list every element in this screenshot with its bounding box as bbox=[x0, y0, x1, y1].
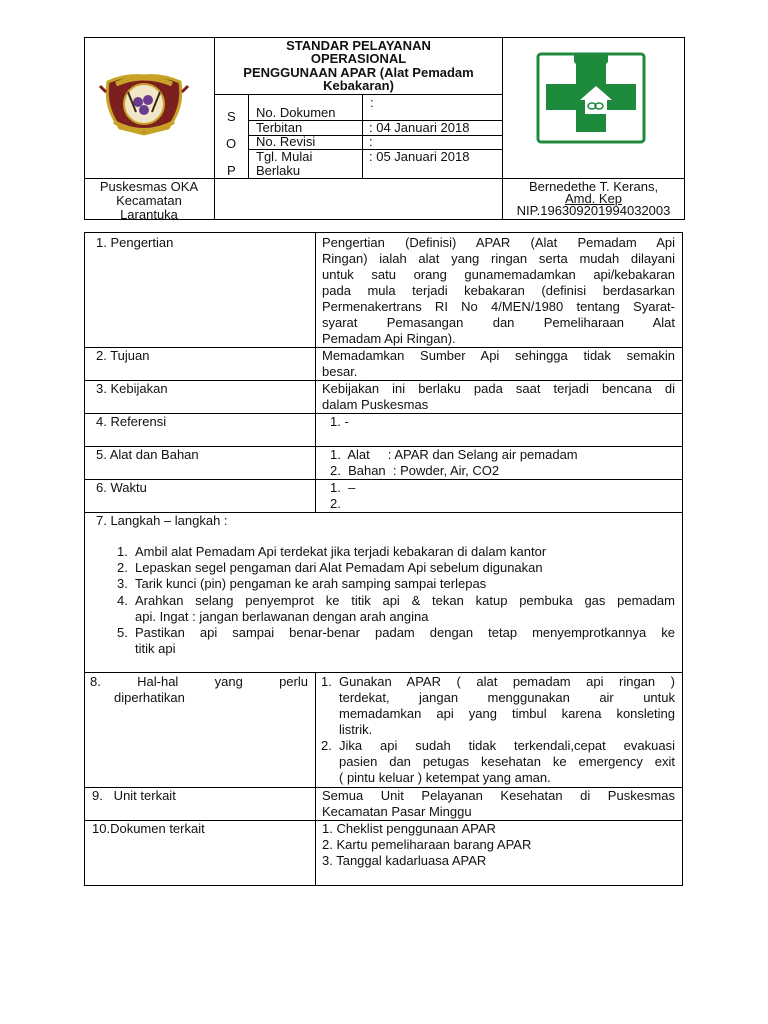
alat-bahan-item: 2. Bahan : Powder, Air, CO2 bbox=[330, 463, 500, 478]
section-label-unit-terkait: 9. Unit terkait bbox=[92, 788, 176, 803]
step-number: 4. bbox=[117, 593, 128, 608]
doc-value-terbitan: : 04 Januari 2018 bbox=[369, 120, 470, 135]
step-text: Pastikan api sampai benar-benar padam dengan tetap menyemprotkannya ke bbox=[135, 625, 675, 640]
pengertian-text-line: pada mula terjadi kebakaran (definisi berdasarkan bbox=[322, 283, 675, 298]
hal-item-text: listrik. bbox=[339, 722, 373, 737]
divider bbox=[214, 94, 502, 95]
section-label-dokumen-terkait: 10.Dokumen terkait bbox=[92, 821, 205, 836]
hal-item-text: Jika api sudah tidak terkendali,cepat evakuasi bbox=[339, 738, 675, 753]
pengertian-text-line: Pengertian (Definisi) APAR (Alat Pemadam Api bbox=[322, 235, 675, 250]
section-label-langkah: 7. Langkah – langkah : bbox=[96, 513, 228, 528]
sop-letter: P bbox=[227, 163, 236, 178]
divider bbox=[84, 479, 683, 480]
dokumen-item: 2. Kartu pemeliharaan barang APAR bbox=[322, 837, 532, 852]
section-label-waktu: 6. Waktu bbox=[96, 480, 147, 495]
hal-item-text: Gunakan APAR ( alat pemadam api ringan ) bbox=[339, 674, 675, 689]
doc-label-tgl-mulai: Tgl. Mulai bbox=[256, 149, 313, 164]
section-label-alat-bahan: 5. Alat dan Bahan bbox=[96, 447, 199, 462]
kabupaten-emblem-logo bbox=[98, 62, 190, 140]
pengertian-text-line: Ringan) ialah alat yang ringan serta mudah dilayani bbox=[322, 251, 675, 266]
doc-value-no-revisi: : bbox=[369, 134, 373, 149]
signer-name: Bernedethe T. Kerans, bbox=[528, 179, 659, 194]
divider bbox=[248, 94, 249, 178]
alat-bahan-item: 1. Alat : APAR dan Selang air pemadam bbox=[330, 447, 578, 462]
sop-title-line: OPERASIONAL bbox=[310, 51, 407, 66]
step-text: Arahkan selang penyemprot ke titik api & tekan katup pembuka gas pemadam bbox=[135, 593, 675, 608]
signer-nip: NIP.196309201994032003 bbox=[516, 203, 671, 218]
doc-label-no-revisi: No. Revisi bbox=[256, 134, 316, 149]
doc-label-terbitan: Terbitan bbox=[256, 120, 303, 135]
hal-item-text: pasien dan petugas kesehatan ke emergency exit bbox=[339, 754, 675, 769]
kebijakan-text-line: dalam Puskesmas bbox=[322, 397, 429, 412]
unit-terkait-text-line: Semua Unit Pelayanan Kesehatan di Puskesmas bbox=[322, 788, 675, 803]
puskesmas-cross-logo bbox=[536, 52, 646, 144]
doc-value-tgl-mulai: : 05 Januari 2018 bbox=[369, 149, 470, 164]
org-name-line: Kecamatan bbox=[116, 193, 182, 208]
step-text: Ambil alat Pemadam Api terdekat jika terjadi kebakaran di dalam kantor bbox=[135, 544, 547, 559]
hal-item-number: 2. bbox=[321, 738, 332, 753]
divider bbox=[84, 672, 683, 673]
step-number: 5. bbox=[117, 625, 128, 640]
step-text: titik api bbox=[135, 641, 176, 656]
unit-terkait-text-line: Kecamatan Pasar Minggu bbox=[322, 804, 472, 819]
signer-title: Amd. Kep bbox=[564, 191, 623, 206]
pengertian-text-line: Pemadam Api Ringan). bbox=[322, 331, 456, 346]
step-text: Lepaskan segel pengaman dari Alat Pemadam Api sebelum digunakan bbox=[135, 560, 543, 575]
divider bbox=[315, 232, 316, 512]
hal-item-text: memadamkan api yang timbul karena konsleting bbox=[339, 706, 675, 721]
divider bbox=[362, 94, 363, 178]
doc-label-no-dokumen: No. Dokumen bbox=[256, 105, 336, 120]
referensi-item: 1. - bbox=[330, 414, 349, 429]
dokumen-item: 3. Tanggal kadarluasa APAR bbox=[322, 853, 487, 868]
sop-letter: S bbox=[227, 109, 236, 124]
hal-item-text: ( pintu keluar ) ketempat yang aman. bbox=[339, 770, 551, 785]
divider bbox=[84, 413, 683, 414]
sop-title-line: Kebakaran) bbox=[323, 78, 394, 93]
step-text: Tarik kunci (pin) pengaman ke arah samping sampai terlepas bbox=[135, 576, 487, 591]
hal-item-number: 1. bbox=[321, 674, 332, 689]
section-label-hal-hal: 8. Hal-hal yang perlu bbox=[90, 674, 308, 689]
step-number: 2. bbox=[117, 560, 128, 575]
doc-value-no-dokumen: : bbox=[370, 95, 374, 110]
section-label-referensi: 4. Referensi bbox=[96, 414, 167, 429]
step-number: 3. bbox=[117, 576, 128, 591]
dokumen-item: 1. Cheklist penggunaan APAR bbox=[322, 821, 496, 836]
org-name-line: Puskesmas OKA bbox=[99, 179, 199, 194]
section-label-kebijakan: 3. Kebijakan bbox=[96, 381, 168, 396]
hal-item-text: terdekat, jangan menggunakan air untuk bbox=[339, 690, 675, 705]
sop-title-line: PENGGUNAAN APAR (Alat Pemadam bbox=[243, 65, 474, 80]
sop-letter: O bbox=[226, 136, 237, 151]
sop-title-line: STANDAR PELAYANAN bbox=[286, 38, 431, 53]
org-name-line: Larantuka bbox=[120, 207, 178, 222]
pengertian-text-line: untuk satu orang gunamemadamkan api/kebakaran bbox=[322, 267, 675, 282]
divider bbox=[315, 672, 316, 886]
section-label-tujuan: 2. Tujuan bbox=[96, 348, 150, 363]
step-number: 1. bbox=[117, 544, 128, 559]
pengertian-text-line: syarat Pemasangan dan Pemeliharaan Alat bbox=[322, 315, 675, 330]
tujuan-text-line: Memadamkan Sumber Api sehingga tidak semakin bbox=[322, 348, 675, 363]
doc-label-tgl-mulai: Berlaku bbox=[256, 163, 301, 178]
step-text: api. Ingat : jangan berlawanan dengan arah angina bbox=[135, 609, 429, 624]
pengertian-text-line: Permenakertrans RI No 4/MEN/1980 tentang Syarat- bbox=[322, 299, 675, 314]
tujuan-text-line: besar. bbox=[322, 364, 358, 379]
waktu-item: 2. bbox=[330, 496, 341, 511]
waktu-item: 1. – bbox=[330, 480, 356, 495]
section-label-pengertian: 1. Pengertian bbox=[96, 235, 174, 250]
section-label-hal-hal: diperhatikan bbox=[114, 690, 185, 705]
kebijakan-text-line: Kebijakan ini berlaku pada saat terjadi bencana di bbox=[322, 381, 675, 396]
